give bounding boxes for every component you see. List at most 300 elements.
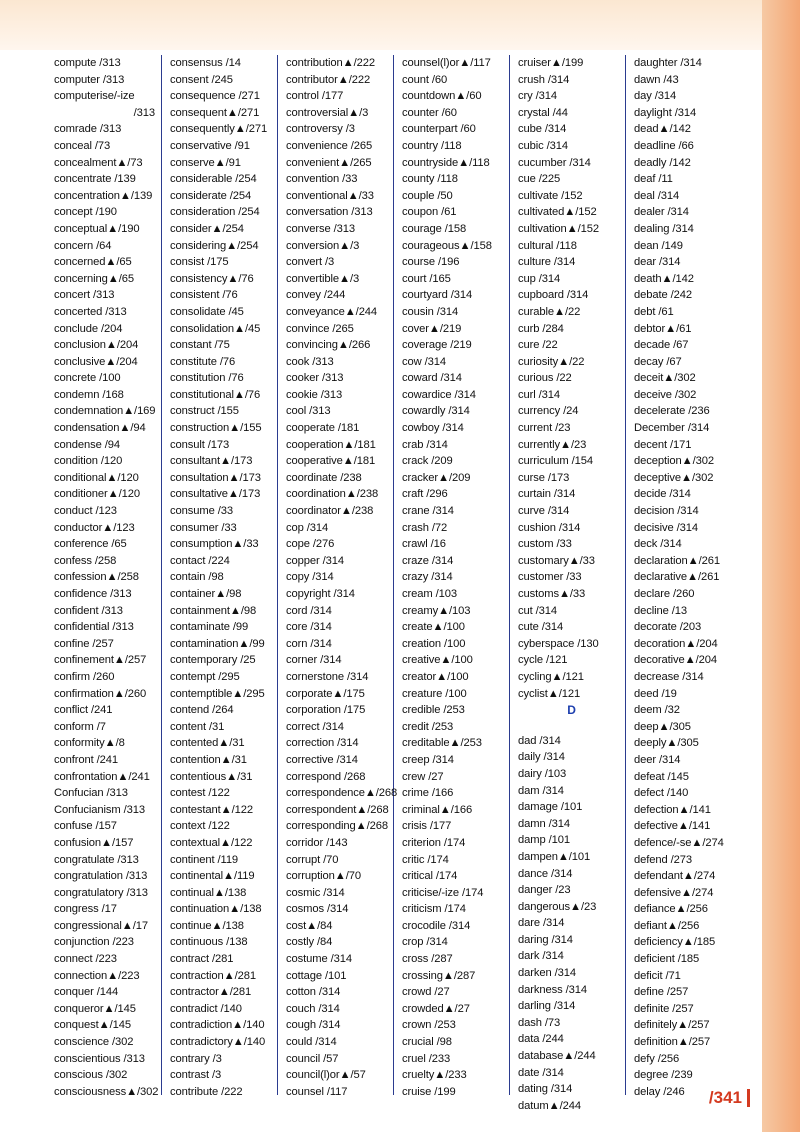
index-entry: controversy /3 bbox=[286, 123, 355, 136]
index-entry: cultivated▲/152 bbox=[518, 206, 597, 219]
index-entry: contradict /140 bbox=[170, 1002, 242, 1015]
index-entry: damp /101 bbox=[518, 834, 570, 847]
index-entry: constant /75 bbox=[170, 339, 230, 352]
index-entry: dance /314 bbox=[518, 867, 573, 880]
index-entry: Confucianism /313 bbox=[54, 803, 145, 816]
index-entry: counsel(l)or▲/117 bbox=[402, 57, 491, 69]
index-entry: contaminate /99 bbox=[170, 621, 249, 634]
index-entry: cube /314 bbox=[518, 123, 567, 136]
index-entry: dare /314 bbox=[518, 917, 565, 930]
index-entry: contemptible▲/295 bbox=[170, 687, 265, 700]
index-column-3 bbox=[280, 55, 398, 1098]
index-entry: congratulatory /313 bbox=[54, 886, 148, 899]
index-entry: containment▲/98 bbox=[170, 604, 257, 617]
index-entry: cultural /118 bbox=[518, 239, 577, 252]
index-entry: custom /33 bbox=[518, 538, 572, 551]
index-entry: danger /23 bbox=[518, 884, 571, 897]
index-entry: crowd /27 bbox=[402, 986, 450, 999]
index-entry: dealing /314 bbox=[634, 222, 694, 235]
index-entry: conduct /123 bbox=[54, 505, 117, 518]
index-entry: concerning▲/65 bbox=[54, 272, 134, 285]
index-entry: currently▲/23 bbox=[518, 438, 587, 451]
index-entry: cotton /314 bbox=[286, 986, 341, 999]
index-entry: context /122 bbox=[170, 820, 230, 833]
index-entry: counter /60 bbox=[402, 106, 457, 119]
page-number: /341 bbox=[708, 1088, 742, 1107]
index-entry: deep▲/305 bbox=[634, 720, 691, 733]
index-entry: conclude /204 bbox=[54, 322, 123, 335]
index-entry: controversial▲/3 bbox=[286, 106, 369, 119]
index-entry: construct /155 bbox=[170, 405, 239, 418]
index-entry: dam /314 bbox=[518, 784, 564, 797]
index-entry: decisive /314 bbox=[634, 521, 699, 534]
index-entry: consequently▲/271 bbox=[170, 123, 268, 136]
index-entry: consequent▲/271 bbox=[170, 106, 260, 119]
index-entry: contestant▲/122 bbox=[170, 803, 253, 816]
index-entry: confrontation▲/241 bbox=[54, 770, 150, 783]
index-entry: curable▲/22 bbox=[518, 305, 581, 318]
index-entry: curve /314 bbox=[518, 505, 570, 518]
index-entry: continental▲/119 bbox=[170, 870, 255, 883]
index-entry: customary▲/33 bbox=[518, 554, 595, 567]
index-entry: delay /246 bbox=[634, 1085, 685, 1098]
index-entry: decay /67 bbox=[634, 355, 682, 368]
index-entry: criticism /174 bbox=[402, 903, 466, 916]
index-entry: control /177 bbox=[286, 90, 344, 103]
index-entry: connection▲/223 bbox=[54, 969, 140, 982]
index-entry: consider▲/254 bbox=[170, 222, 244, 235]
index-entry: constitutional▲/76 bbox=[170, 388, 261, 401]
index-entry: continuation▲/138 bbox=[170, 903, 262, 916]
index-entry: corrective /314 bbox=[286, 753, 358, 766]
index-entry: correspond /268 bbox=[286, 770, 366, 783]
index-entry: costly /84 bbox=[286, 936, 333, 949]
index-entry: crash /72 bbox=[402, 521, 448, 534]
index-entry: decade /67 bbox=[634, 339, 689, 352]
header-band bbox=[0, 0, 800, 50]
index-entry: curse /173 bbox=[518, 471, 570, 484]
index-entry: counsel /117 bbox=[286, 1085, 348, 1098]
index-entry: dean /149 bbox=[634, 239, 683, 252]
index-entry: damn /314 bbox=[518, 817, 570, 830]
index-entry: country /118 bbox=[402, 139, 462, 152]
index-entry: cup /314 bbox=[518, 272, 561, 285]
index-entry: declaration▲/261 bbox=[634, 554, 720, 567]
index-entry: crowded▲/27 bbox=[402, 1002, 470, 1015]
index-entry: comrade /313 bbox=[54, 123, 122, 136]
index-entry: deem /32 bbox=[634, 704, 680, 717]
index-entry: confuse /157 bbox=[54, 820, 117, 833]
index-entry: curb /284 bbox=[518, 322, 564, 335]
index-entry: dairy /103 bbox=[518, 767, 567, 780]
index-column-1 bbox=[48, 55, 162, 1098]
index-entry: crop /314 bbox=[402, 936, 448, 949]
index-entry: definite /257 bbox=[634, 1002, 694, 1015]
index-entry: deaf /11 bbox=[634, 173, 673, 186]
index-entry: cushion /314 bbox=[518, 521, 581, 534]
index-entry: continue▲/138 bbox=[170, 919, 244, 932]
index-entry: conclusive▲/204 bbox=[54, 355, 138, 368]
index-entry: dark /314 bbox=[518, 950, 564, 963]
index-entry: convincing▲/266 bbox=[286, 339, 371, 352]
index-entry: daring /314 bbox=[518, 933, 573, 946]
index-entry: critic /174 bbox=[402, 853, 449, 866]
index-entry: criminal▲/166 bbox=[402, 803, 473, 816]
index-entry: contextual▲/122 bbox=[170, 836, 253, 849]
index-entry: condense /94 bbox=[54, 438, 120, 451]
page-number-bar bbox=[747, 1089, 750, 1107]
index-entry: dead▲/142 bbox=[634, 123, 691, 136]
index-entry: creative▲/100 bbox=[402, 654, 473, 667]
index-entry: countdown▲/60 bbox=[402, 90, 482, 103]
index-entry: debate /242 bbox=[634, 289, 693, 302]
index-entry: could /314 bbox=[286, 1036, 337, 1049]
index-entry: deed /19 bbox=[634, 687, 677, 700]
index-entry: cyberspace /130 bbox=[518, 637, 599, 650]
index-entry: corruption▲/70 bbox=[286, 870, 361, 883]
index-entry: dawn /43 bbox=[634, 73, 679, 86]
index-entry: conductor▲/123 bbox=[54, 521, 135, 534]
index-entry: crazy /314 bbox=[402, 571, 453, 584]
index-entry: cooperation▲/181 bbox=[286, 438, 376, 451]
index-entry: confession▲/258 bbox=[54, 571, 139, 584]
index-entry: degree /239 bbox=[634, 1069, 693, 1082]
index-entry: deer /314 bbox=[634, 753, 681, 766]
index-entry: consistency▲/76 bbox=[170, 272, 254, 285]
index-entry: cruise /199 bbox=[402, 1085, 456, 1098]
index-entry: date /314 bbox=[518, 1066, 564, 1079]
index-entry: converse /313 bbox=[286, 222, 355, 235]
index-entry: constitute /76 bbox=[170, 355, 236, 368]
index-entry: correction /314 bbox=[286, 737, 359, 750]
index-entry: December /314 bbox=[634, 422, 710, 435]
index-entry: confine /257 bbox=[54, 637, 114, 650]
index-entry: defective▲/141 bbox=[634, 820, 711, 833]
index-entry: countryside▲/118 bbox=[402, 156, 490, 169]
index-entry: contentious▲/31 bbox=[170, 770, 253, 783]
index-entry: conversion▲/3 bbox=[286, 239, 360, 252]
index-entry: craze /314 bbox=[402, 554, 454, 567]
index-entry: corrupt /70 bbox=[286, 853, 339, 866]
index-entry: confess /258 bbox=[54, 554, 117, 567]
index-entry: conditional▲/120 bbox=[54, 471, 139, 484]
index-entry: crab /314 bbox=[402, 438, 448, 451]
index-entry: consolidate /45 bbox=[170, 305, 244, 318]
index-entry: decline /13 bbox=[634, 604, 688, 617]
index-entry: corner /314 bbox=[286, 654, 342, 667]
index-entry: decent /171 bbox=[634, 438, 692, 451]
index-entry: conventional▲/33 bbox=[286, 189, 374, 202]
index-entry: courage /158 bbox=[402, 222, 467, 235]
index-entry: courageous▲/158 bbox=[402, 239, 492, 252]
index-entry: corporate▲/175 bbox=[286, 687, 365, 700]
index-entry: coordinator▲/238 bbox=[286, 505, 374, 518]
index-entry: cruelty▲/233 bbox=[402, 1069, 467, 1082]
index-entry: conscious /302 bbox=[54, 1069, 128, 1082]
index-entry: convert /3 bbox=[286, 256, 335, 269]
index-entry: council /57 bbox=[286, 1052, 339, 1065]
index-entry: consist /175 bbox=[170, 256, 229, 269]
index-entry: cough /314 bbox=[286, 1019, 341, 1032]
index-entry: correct /314 bbox=[286, 720, 344, 733]
index-entry: contribute /222 bbox=[170, 1085, 243, 1098]
index-entry: conquer /144 bbox=[54, 986, 119, 999]
index-entry: deceptive▲/302 bbox=[634, 471, 714, 484]
index-entry: credit /253 bbox=[402, 720, 454, 733]
index-entry: copyright /314 bbox=[286, 588, 355, 600]
index-entry: cultivation▲/152 bbox=[518, 222, 599, 235]
index-entry: condensation▲/94 bbox=[54, 422, 146, 435]
index-entry: deceit▲/302 bbox=[634, 372, 696, 385]
index-entry: cooperate /181 bbox=[286, 422, 360, 435]
index-entry: declare /260 bbox=[634, 588, 695, 600]
index-entry: contain /98 bbox=[170, 571, 224, 584]
index-entry: condemnation▲/169 bbox=[54, 405, 156, 418]
index-entry: contempt /295 bbox=[170, 670, 240, 683]
index-entry: correspondent▲/268 bbox=[286, 803, 389, 816]
index-entry: dampen▲/101 bbox=[518, 850, 591, 863]
index-entry: cooperative▲/181 bbox=[286, 455, 376, 468]
index-entry: confirm /260 bbox=[54, 670, 115, 683]
index-entry: cow /314 bbox=[402, 355, 446, 368]
index-entry: convertible▲/3 bbox=[286, 272, 360, 285]
index-entry: crane /314 bbox=[402, 505, 454, 518]
index-entry: cottage /101 bbox=[286, 969, 347, 982]
index-entry: coordinate /238 bbox=[286, 471, 362, 484]
index-entry: constitution /76 bbox=[170, 372, 244, 385]
index-entry: decelerate /236 bbox=[634, 405, 710, 418]
index-entry: contemporary /25 bbox=[170, 654, 256, 667]
index-entry: contradiction▲/140 bbox=[170, 1019, 265, 1032]
index-entry: deeply▲/305 bbox=[634, 737, 699, 750]
index-entry: crossing▲/287 bbox=[402, 969, 476, 982]
index-entry: cure /22 bbox=[518, 339, 558, 352]
index-entry: container▲/98 bbox=[170, 588, 242, 600]
index-entry: consumer /33 bbox=[170, 521, 237, 534]
index-entry: consensus /14 bbox=[170, 57, 241, 69]
index-entry: congressional▲/17 bbox=[54, 919, 148, 932]
index-entry: cubic /314 bbox=[518, 139, 568, 152]
index-entry: cooker /313 bbox=[286, 372, 344, 385]
index-entry: concrete /100 bbox=[54, 372, 121, 385]
index-entry: conquest▲/145 bbox=[54, 1019, 131, 1032]
index-entry: cop /314 bbox=[286, 521, 329, 534]
index-entry: curl /314 bbox=[518, 388, 561, 401]
index-entry: cracker▲/209 bbox=[402, 471, 471, 484]
index-entry: contend /264 bbox=[170, 704, 234, 717]
index-entry: considerate /254 bbox=[170, 189, 252, 202]
index-entry: continent /119 bbox=[170, 853, 239, 866]
index-entry: copper /314 bbox=[286, 554, 344, 567]
index-entry: creator▲/100 bbox=[402, 670, 469, 683]
index-entry: contraction▲/281 bbox=[170, 969, 256, 982]
index-entry: customer /33 bbox=[518, 571, 582, 584]
index-entry: conserve▲/91 bbox=[170, 156, 241, 169]
index-entry: crown /253 bbox=[402, 1019, 456, 1032]
index-entry: contributor▲/222 bbox=[286, 73, 371, 86]
index-entry: cowboy /314 bbox=[402, 422, 464, 435]
index-entry: computerise/-ize bbox=[54, 90, 135, 103]
index-entry: dangerous▲/23 bbox=[518, 900, 597, 913]
index-entry: coupon /61 bbox=[402, 206, 457, 219]
index-entry: concern /64 bbox=[54, 239, 112, 252]
index-entry: conference /65 bbox=[54, 538, 127, 551]
index-entry: cousin /314 bbox=[402, 305, 459, 318]
index-entry: considerable /254 bbox=[170, 173, 257, 186]
index-entry: crawl /16 bbox=[402, 538, 446, 551]
index-entry: darken /314 bbox=[518, 967, 576, 980]
index-entry: dad /314 bbox=[518, 734, 561, 747]
index-entry: conform /7 bbox=[54, 720, 106, 733]
index-column-5 bbox=[512, 55, 626, 1112]
index-entry: concentration▲/139 bbox=[54, 189, 153, 202]
index-entry: conversation /313 bbox=[286, 206, 373, 219]
index-entry: contradictory▲/140 bbox=[170, 1036, 266, 1049]
index-entry: condemn /168 bbox=[54, 388, 124, 401]
index-entry: corporation /175 bbox=[286, 704, 366, 717]
index-entry: consequence /271 bbox=[170, 90, 260, 103]
index-spacer bbox=[518, 719, 625, 733]
index-entry: congratulation /313 bbox=[54, 870, 148, 883]
index-entry: dash /73 bbox=[518, 1016, 561, 1029]
index-entry: corresponding▲/268 bbox=[286, 820, 388, 833]
index-entry: contractor▲/281 bbox=[170, 986, 252, 999]
index-entry: cover▲/219 bbox=[402, 322, 462, 335]
index-entry: contribution▲/222 bbox=[286, 57, 375, 69]
index-entry: conditioner▲/120 bbox=[54, 488, 140, 501]
index-entry: consumption▲/33 bbox=[170, 538, 259, 551]
index-entry: confinement▲/257 bbox=[54, 654, 147, 667]
index-entry: creation /100 bbox=[402, 637, 466, 650]
index-entry: criticise/-ize /174 bbox=[402, 886, 484, 899]
index-entry: convenience /265 bbox=[286, 139, 373, 152]
index-entry: consultative▲/173 bbox=[170, 488, 261, 501]
index-entry: defect /140 bbox=[634, 787, 689, 800]
index-entry: concerted /313 bbox=[54, 305, 127, 318]
index-entry: defection▲/141 bbox=[634, 803, 711, 816]
index-entry: county /118 bbox=[402, 173, 458, 186]
index-entry: congratulate /313 bbox=[54, 853, 139, 866]
index-entry: critical /174 bbox=[402, 870, 458, 883]
index-entry: conjunction /223 bbox=[54, 936, 134, 949]
index-entry: deck /314 bbox=[634, 538, 682, 551]
index-entry: conformity▲/8 bbox=[54, 737, 125, 750]
index-entry: defeat /145 bbox=[634, 770, 689, 783]
index-entry: criterion /174 bbox=[402, 836, 466, 849]
index-entry: culture /314 bbox=[518, 256, 576, 269]
index-entry: contention▲/31 bbox=[170, 753, 247, 766]
index-entry: compute /313 bbox=[54, 57, 121, 69]
index-entry: course /196 bbox=[402, 256, 460, 269]
index-entry: crocodile /314 bbox=[402, 919, 471, 932]
index-entry: contamination▲/99 bbox=[170, 637, 265, 650]
index-entry: defendant▲/274 bbox=[634, 870, 716, 883]
index-entry: confirmation▲/260 bbox=[54, 687, 147, 700]
index-entry: Confucian /313 bbox=[54, 787, 128, 800]
index-entry: deficit /71 bbox=[634, 969, 681, 982]
index-entry: consistent /76 bbox=[170, 289, 238, 302]
index-entry: continual▲/138 bbox=[170, 886, 247, 899]
index-entry: creditable▲/253 bbox=[402, 737, 482, 750]
index-entry: deadline /66 bbox=[634, 139, 694, 152]
index-entry: creep /314 bbox=[402, 753, 454, 766]
index-entry: condition /120 bbox=[54, 455, 123, 468]
index-entry: considering▲/254 bbox=[170, 239, 259, 252]
index-entry: consideration /254 bbox=[170, 206, 260, 219]
index-entry: cookie /313 bbox=[286, 388, 343, 401]
index-entry: /313 bbox=[133, 106, 155, 119]
index-entry: creamy▲/103 bbox=[402, 604, 471, 617]
index-entry: contract /281 bbox=[170, 953, 234, 966]
index-entry: defence/-se▲/274 bbox=[634, 836, 724, 849]
index-entry: cyclist▲/121 bbox=[518, 687, 581, 700]
index-entry: court /165 bbox=[402, 272, 451, 285]
index-entry: connect /223 bbox=[54, 953, 117, 966]
index-entry: concentrate /139 bbox=[54, 173, 136, 186]
index-entry: defy /256 bbox=[634, 1052, 680, 1065]
index-entry: damage /101 bbox=[518, 801, 583, 814]
index-entry: dear /314 bbox=[634, 256, 681, 269]
index-entry: crystal /44 bbox=[518, 106, 568, 119]
index-entry: convention /33 bbox=[286, 173, 358, 186]
index-entry: confront /241 bbox=[54, 753, 119, 766]
index-entry: confident /313 bbox=[54, 604, 123, 617]
index-entry: conceptual▲/190 bbox=[54, 222, 140, 235]
index-column-4 bbox=[396, 55, 510, 1098]
index-entry: cut /314 bbox=[518, 604, 558, 617]
index-entry: consultant▲/173 bbox=[170, 455, 253, 468]
index-entry: define /257 bbox=[634, 986, 689, 999]
index-entry: dating /314 bbox=[518, 1083, 573, 1096]
index-entry: confidence /313 bbox=[54, 588, 132, 600]
index-entry: contrary /3 bbox=[170, 1052, 222, 1065]
index-entry: darkness /314 bbox=[518, 983, 587, 996]
index-entry: contest /122 bbox=[170, 787, 230, 800]
index-entry: defiance▲/256 bbox=[634, 903, 708, 916]
index-entry: cross /287 bbox=[402, 953, 453, 966]
index-entry: crucial /98 bbox=[402, 1036, 452, 1049]
index-entry: cowardly /314 bbox=[402, 405, 470, 418]
index-column-2 bbox=[164, 55, 278, 1098]
index-entry: day /314 bbox=[634, 90, 677, 103]
index-entry: deal /314 bbox=[634, 189, 680, 202]
index-entry: crew /27 bbox=[402, 770, 444, 783]
index-entry: decorative▲/204 bbox=[634, 654, 717, 667]
index-entry: consent /245 bbox=[170, 73, 233, 86]
index-entry: conqueror▲/145 bbox=[54, 1002, 136, 1015]
index-entry: computer /313 bbox=[54, 73, 125, 86]
index-entry: concealment▲/73 bbox=[54, 156, 143, 169]
index-entry: cream /103 bbox=[402, 588, 457, 600]
index-entry: copy /314 bbox=[286, 571, 334, 584]
index-entry: coordination▲/238 bbox=[286, 488, 379, 501]
index-entry: dealer /314 bbox=[634, 206, 689, 219]
index-entry: definition▲/257 bbox=[634, 1036, 711, 1049]
index-entry: deadly /142 bbox=[634, 156, 691, 169]
index-entry: content /31 bbox=[170, 720, 225, 733]
index-entry: decision /314 bbox=[634, 505, 699, 518]
index-entry: consciousness▲/302 bbox=[54, 1085, 159, 1098]
index-entry: currency /24 bbox=[518, 405, 579, 418]
index-entry: cornerstone /314 bbox=[286, 670, 369, 683]
index-entry: credible /253 bbox=[402, 704, 465, 717]
index-entry: coverage /219 bbox=[402, 339, 472, 352]
index-entry: conceal /73 bbox=[54, 139, 111, 152]
index-entry: consultation▲/173 bbox=[170, 471, 261, 484]
index-entry: cord /314 bbox=[286, 604, 332, 617]
index-entry: council(l)or▲/57 bbox=[286, 1069, 366, 1082]
index-entry: cruiser▲/199 bbox=[518, 57, 584, 69]
